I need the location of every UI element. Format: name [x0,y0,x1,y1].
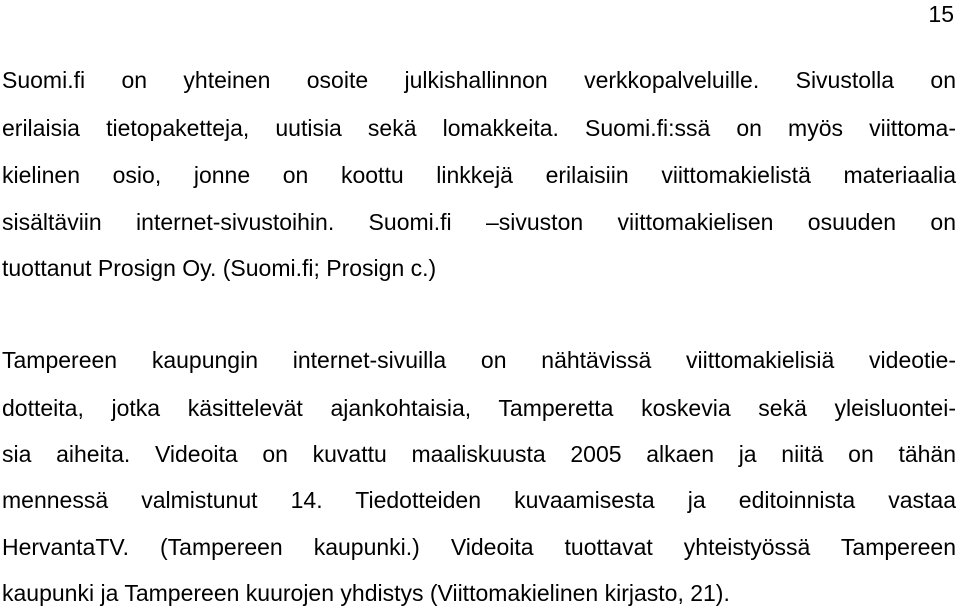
page-number: 15 [928,1,954,27]
paragraph-line: dotteita, jotka käsittelevät ajankohtaisia, Tamperetta koskevia sekä yleisluontei- [2,395,956,421]
paragraph-line: tuottanut Prosign Oy. (Suomi.fi; Prosign c.) [2,255,437,281]
paragraph-line: erilaisia tietopaketteja, uutisia sekä lomakkeita. Suomi.fi:ssä on myös viittoma- [2,115,956,141]
paragraph-line: Tampereen kaupungin internet-sivuilla on nähtävissä viittomakielisiä videotie- [2,347,956,373]
paragraph-line: sia aiheita. Videoita on kuvattu maaliskuusta 2005 alkaen ja niitä on tähän [2,441,956,467]
paragraph-line: sisältäviin internet-sivustoihin. Suomi.fi –sivuston viittomakielisen osuuden on [2,209,956,235]
paragraph-line: mennessä valmistunut 14. Tiedotteiden kuvaamisesta ja editoinnista vastaa [2,487,956,513]
paragraph-line: kielinen osio, jonne on koottu linkkejä erilaisiin viittomakielistä materiaalia [2,162,956,188]
paragraph-line: HervantaTV. (Tampereen kaupunki.) Videoita tuottavat yhteistyössä Tampereen [2,534,956,560]
paragraph-line: kaupunki ja Tampereen kuurojen yhdistys (Viittomakielinen kirjasto, 21). [2,580,730,606]
paragraph-line: Suomi.fi on yhteinen osoite julkishallinnon verkkopalveluille. Sivustolla on [2,67,956,93]
